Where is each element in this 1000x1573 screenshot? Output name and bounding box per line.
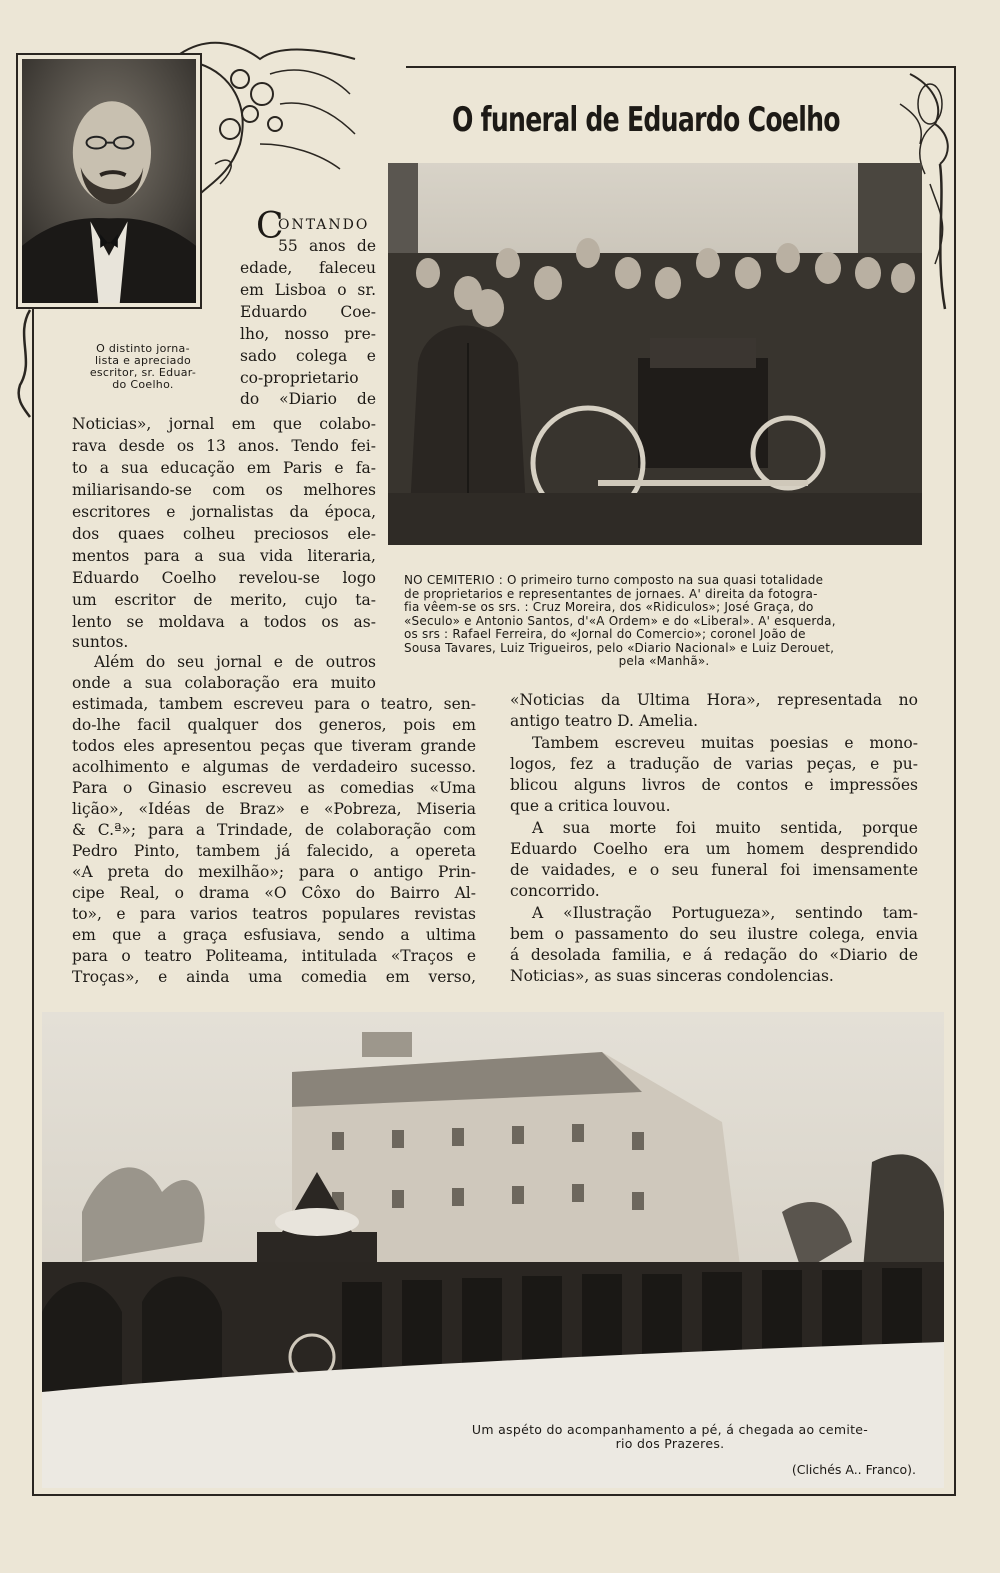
portrait-photo xyxy=(16,53,202,309)
procession-photo-caption: Um aspéto do acompanhamento a pé, á chegada ao cemite- rio dos Prazeres. xyxy=(471,1422,869,1451)
portrait-caption: O distinto jorna- lista e apreciado escritor, sr. Eduar- do Coelho. xyxy=(89,342,197,391)
drop-cap: C xyxy=(256,206,284,247)
curl-ornament-icon xyxy=(10,305,40,420)
procession-photo xyxy=(42,1012,944,1488)
cemetery-photo-caption: NO CEMITERIO : O primeiro turno composto na sua quasi totalidade de proprietarios e representantes de jornaes. A' direita da fotogra- fia vêem-se os srs. : Cruz Moreira, dos «Ridiculos»; José Graça, do «Seculo» e Antonio Santos, d'«A Ordem» e do «Liberal». A' esquerda, os srs : Rafael Ferreira, do «Jornal do Comercio»; coronel João de Sousa Tavares, Luiz Trigueiros, pelo «Diario Nacional» e Luiz Derouet, pela «Manhã». xyxy=(404,573,836,668)
cemetery-photo xyxy=(388,163,922,545)
article-title: O funeral de Eduardo Coelho xyxy=(452,100,840,140)
photo-credit: (Clichés A.. Franco). xyxy=(791,1462,916,1477)
magazine-page: O funeral de Eduardo Coelho O distinto jorna- lista e apreciado escritor, sr. Eduar- do Coelho. C ONTANDO 55 anos de edade, faleceu em Lisboa o sr. Eduardo Coe- lho, nosso pre- sado colega e co-proprietario do «Diario de Noticias», jornal em que colabo- rava desde os 13 anos. Tendo fei- to a sua educação em Paris e fa- miliarisando-se com os melhores escritores e jornalistas da época, dos quaes colheu preciosos ele- mentos para a sua vida literaria, Eduardo Coelho revelou-se logo um escritor de merito, cujo ta- lento se moldava a todos os as- suntos. Além do seu jornal e de outros onde a sua colaboração era muito NO CEMITERIO : O primeiro turno composto na sua quasi totalidade de proprietarios e representantes de jornaes. A' direita da fotogra- fia vêem-se os srs. : Cruz Moreira, dos «Ridiculos»; José Graça, do «Seculo» e Antonio Santos, d'«A Ordem» e do «Liberal». A' esquerda, os srs : Rafael Ferreira, do «Jornal do Comercio»; coronel João de Sousa Tavares, Luiz Trigueiros, pelo «Diario Nacional» e Luiz Derouet, pela «Manhã». estimada, tambem escreveu para o teatro, sen- do-lhe facil qualquer dos generos, pois em todos eles apresentou peças que tiveram grande acolhimento e algumas de verdadeiro sucesso. Para o Ginasio escreveu as comedias «Uma lição», «Idéas de Braz» e «Pobreza, Miseria & C.ª»; para a Trindade, de colaboração com Pedro Pinto, tambem já falecido, a opereta «A preta do mexilhão»; para o antigo Prin- cipe Real, o drama «O Côxo do Bairro Al- to», e para varios teatros populares revistas em que a graça esfusiava, sendo a ultima para o teatro Politeama, intitulada «Traços e Troças», e ainda uma comedia em verso, «Noticias da Ultima Hora», representada no antigo teatro D. Amelia. Tambem escreveu muitas poesias e mono- logos, fez a tradução de varias peças, e pu- blicou alguns livros de contos e impressões que a critica louvou. A sua morte foi muito sentida, porque Eduardo Coelho era um homem desprendido de vaidades, e o seu funeral foi imensamente concorrido. A «Ilustração Portugueza», sentindo tam- bem o passamento do seu ilustre colega, envia á desolada familia, e á redação do «Diario de Noticias», as suas sinceras condolencias. Um aspéto do acompanhamento a pé, á chegada ao cemite- rio dos Prazeres. (Clichés A.. Franco). xyxy=(0,0,1000,1573)
